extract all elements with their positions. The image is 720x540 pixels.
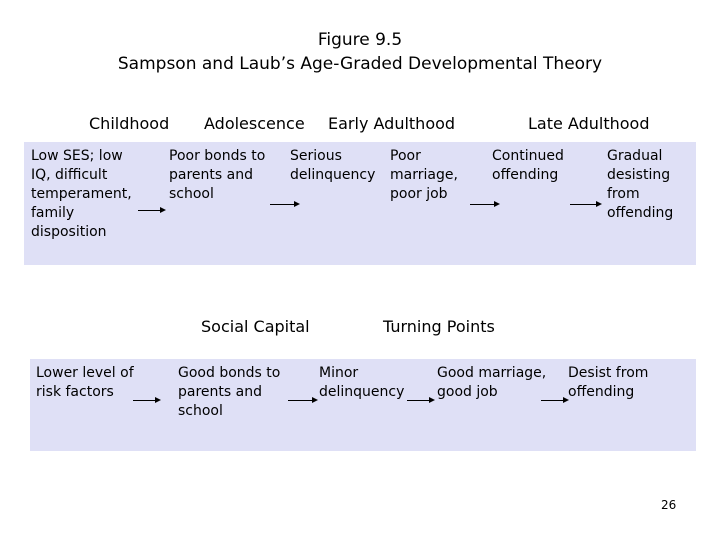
page-number: 26 (661, 498, 677, 512)
adolescence-minor-delinquency: Minor delinquency (319, 365, 405, 400)
arrow-right-icon (270, 204, 298, 205)
stage-adolescence: Adolescence (204, 114, 305, 133)
stage-late-adulthood: Late Adulthood (528, 114, 650, 133)
early-adulthood-poor-marriage: Poor marriage, poor job (390, 148, 458, 202)
childhood-lower-risk: Lower level of risk factors (36, 365, 134, 400)
turning-points-label: Turning Points (383, 317, 495, 336)
arrow-right-icon (541, 400, 567, 401)
figure-number: Figure 9.5 (317, 30, 403, 50)
figure-title: Sampson and Laub’s Age-Graded Developmental Theory (117, 54, 603, 74)
social-capital-label: Social Capital (201, 317, 310, 336)
stage-early-adulthood: Early Adulthood (328, 114, 456, 133)
late-adulthood-desist: Desist from offending (568, 365, 649, 400)
late-adulthood-gradual-desisting: Gradual desisting from offending (607, 148, 674, 221)
arrow-right-icon (470, 204, 498, 205)
arrow-right-icon (407, 400, 433, 401)
protective-pathway-band (30, 359, 696, 451)
adolescence-good-bonds: Good bonds to parents and school (178, 365, 281, 419)
childhood-risk-factors: Low SES; low IQ, difficult temperament, family disposition (31, 148, 132, 240)
early-adulthood-good-marriage: Good marriage, good job (437, 365, 547, 400)
arrow-right-icon (138, 210, 164, 211)
arrow-right-icon (133, 400, 159, 401)
risk-pathway-band (24, 142, 696, 265)
arrow-right-icon (570, 204, 600, 205)
early-adulthood-continued-offending: Continued offending (492, 148, 564, 183)
arrow-right-icon (288, 400, 316, 401)
adolescence-serious-delinquency: Serious delinquency (290, 148, 376, 183)
stage-childhood: Childhood (89, 114, 170, 133)
adolescence-poor-bonds: Poor bonds to parents and school (169, 148, 266, 202)
